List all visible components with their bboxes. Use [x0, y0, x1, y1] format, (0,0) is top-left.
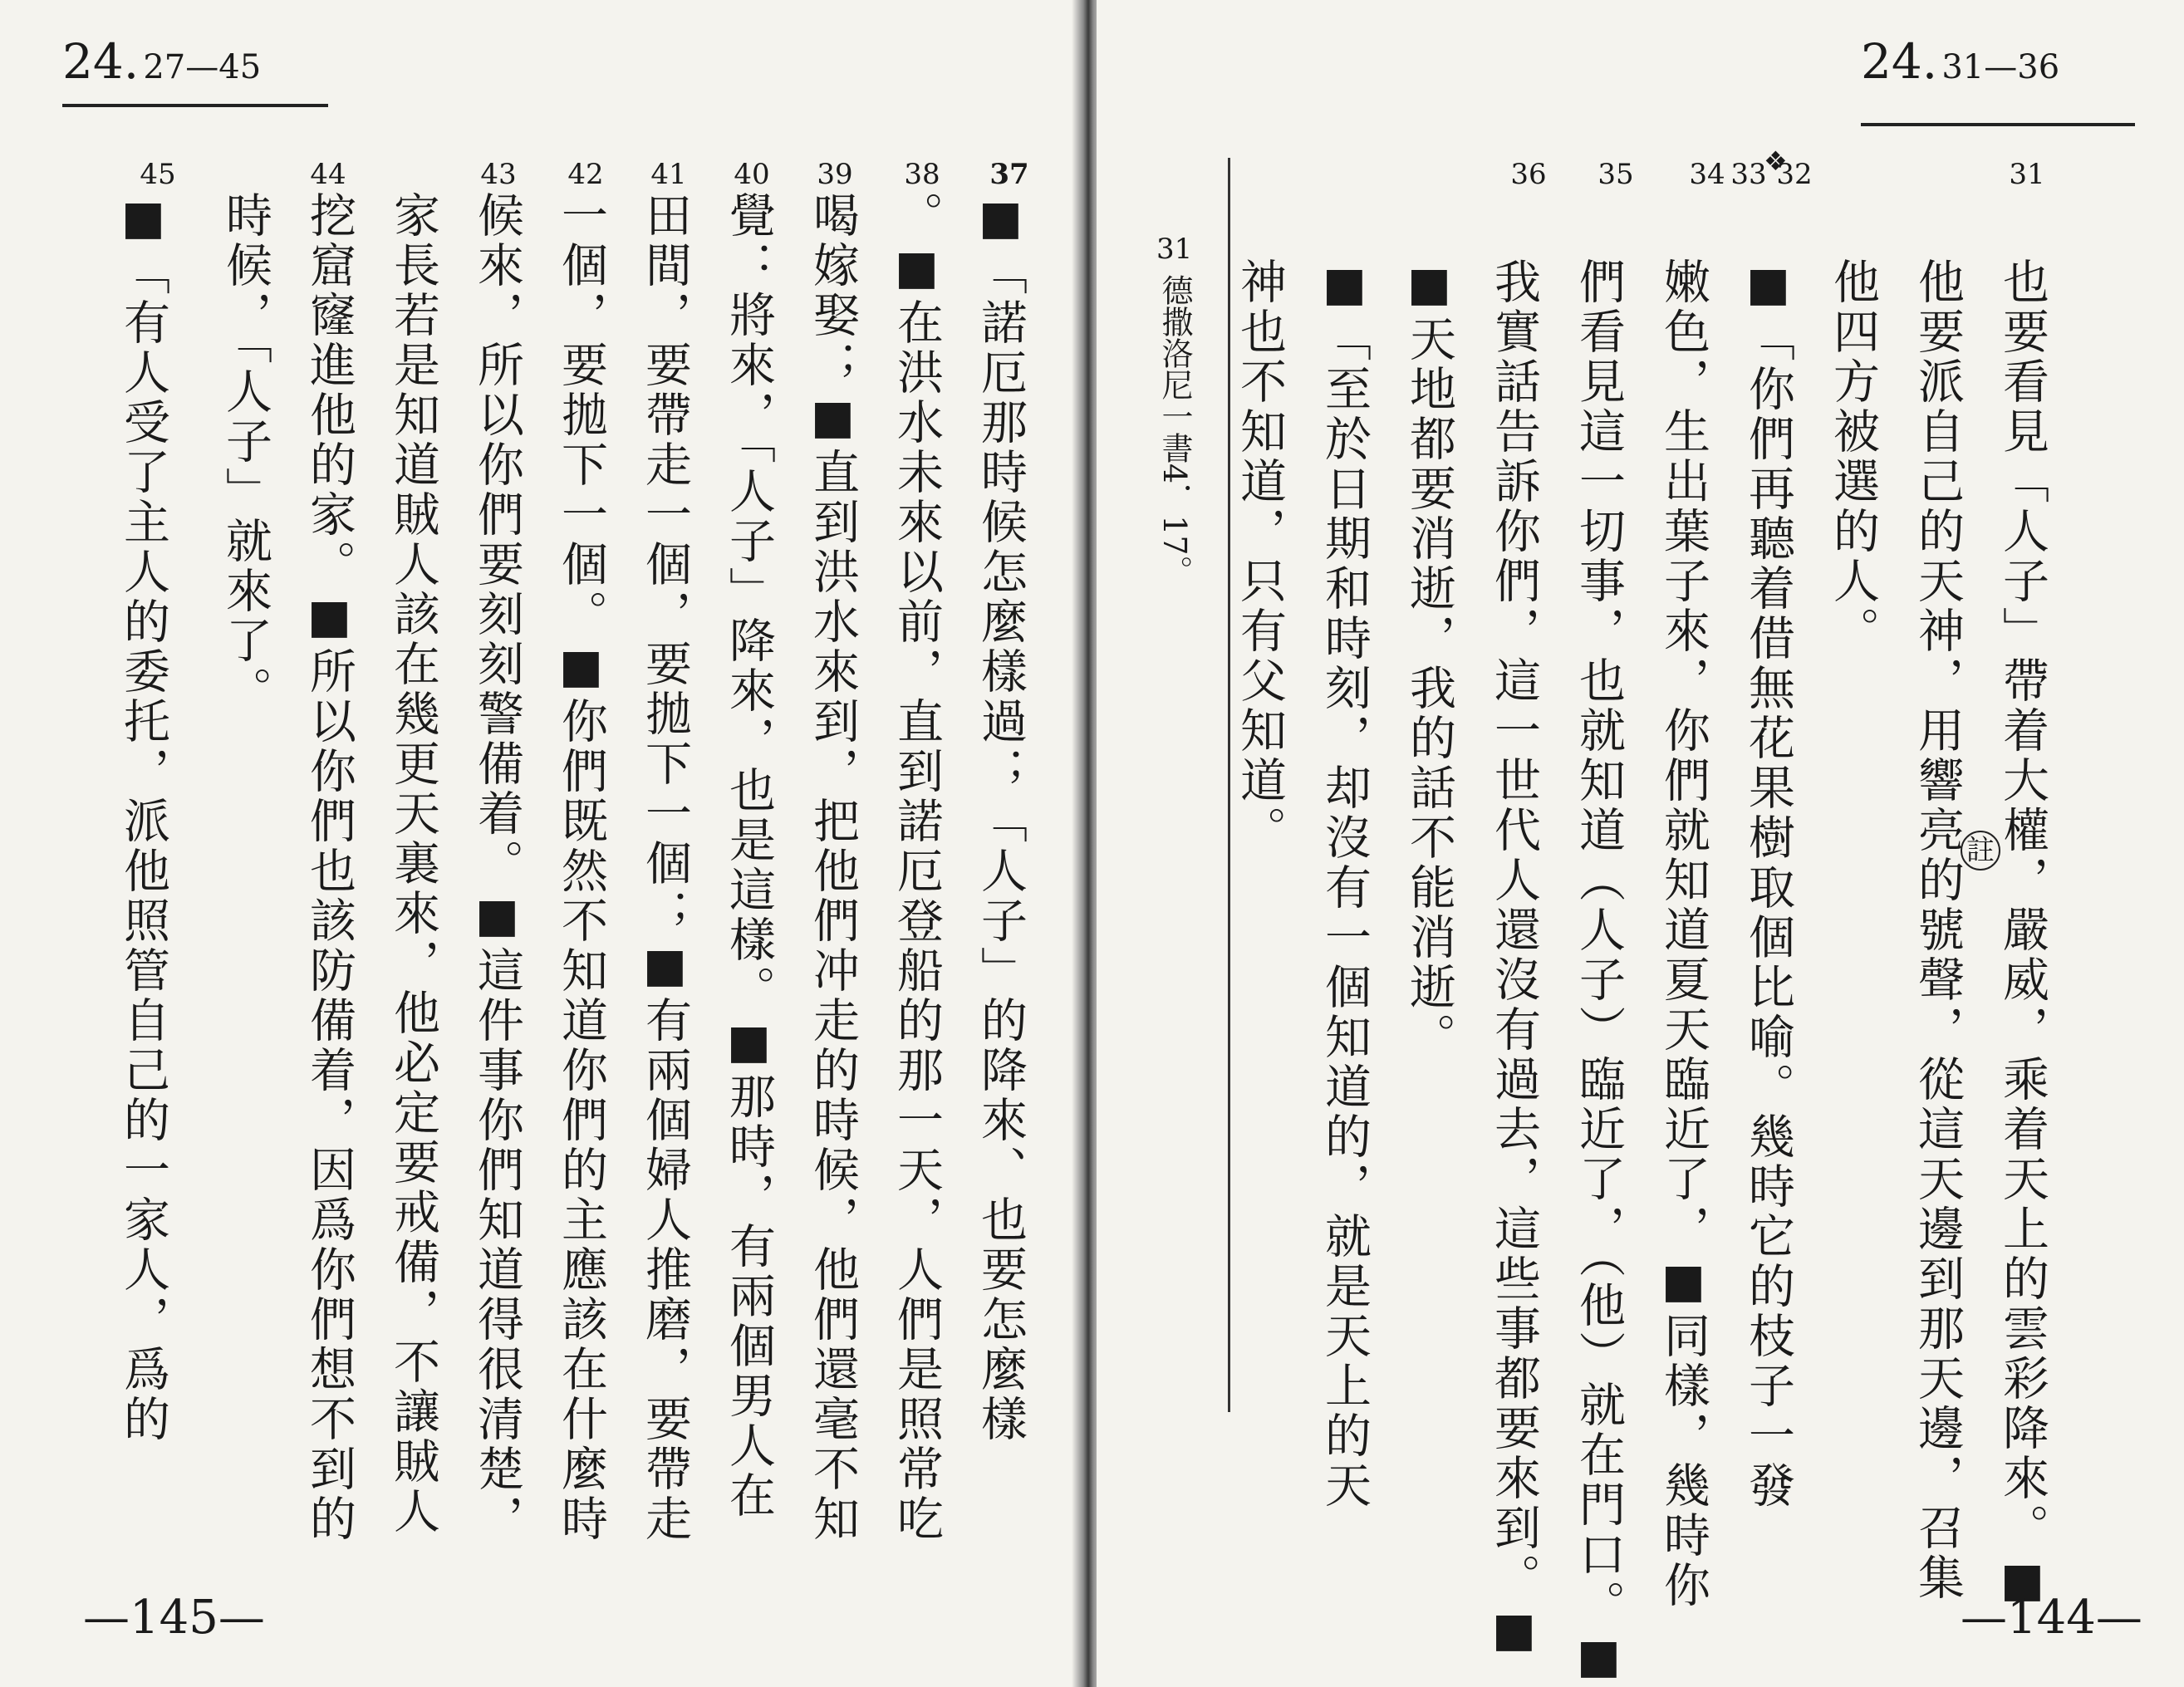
footnote-number: 31 [1156, 233, 1193, 266]
verse-number: 37 [989, 158, 1029, 191]
footnote-rule [1228, 158, 1230, 1412]
decorative-marker-icon: ❖ [1764, 145, 1788, 177]
text-column: 挖窟窿進他的家。■所以你們也該防備着，因爲你們想不到的 [302, 191, 356, 1544]
page-number: —144— [1961, 1591, 2142, 1645]
verse-number: 41 [650, 158, 687, 191]
text-column: ■「有人受了主人的委托，派他照管自己的一家人，爲的 [116, 191, 170, 1444]
chapter-number: 24. [62, 33, 140, 90]
verse-number: 32 [1776, 158, 1813, 191]
verse-range: 27—45 [143, 48, 262, 86]
verse-number: 42 [567, 158, 604, 191]
text-column: 我實話告訴你們，這一世代人還沒有過去，這些事都要來到。■ [1487, 257, 1541, 1660]
text-column: 也要看見「人子」帶着大權，嚴威，乘着天上的雲彩降來。■ [1995, 257, 2049, 1611]
header-rule [1861, 123, 2135, 126]
text-column: 嫩色，生出葉子來，你們就知道夏天臨近了，■同樣，幾時你 [1656, 257, 1710, 1611]
text-column: 覺：將來，「人子」降來，也是這樣。■那時，有兩個男人在 [722, 191, 776, 1521]
text-column: 時候，「人子」就來了。 [218, 191, 272, 716]
page-header-left [62, 33, 328, 107]
text-column: ■「諾厄那時候怎麼樣過；「人子」的降來、也要怎麼樣 [974, 191, 1028, 1444]
verse-number: 36 [1510, 158, 1547, 191]
page-144 [1097, 0, 2184, 1687]
verse-number: 44 [310, 158, 346, 191]
text-column: 們看見這一切事，也就知道（人子）臨近了，（他）就在門口。■ [1572, 257, 1626, 1687]
verse-number: 33 [1730, 158, 1767, 191]
text-column: 一個，要拋下一個。■你們既然不知道你們的主應該在什麼時 [554, 191, 608, 1544]
text-column: 。■在洪水未來以前，直到諾厄登船的那一天，人們是照常吃 [890, 191, 944, 1544]
text-column: 神也不知道，只有父知道。 [1233, 257, 1287, 856]
verse-number: 40 [734, 158, 770, 191]
page-header-right [1861, 33, 2135, 104]
text-column: 田間，要帶走一個，要拋下一個；■有兩個婦人推磨，要帶走 [638, 191, 692, 1544]
verse-number: 34 [1689, 158, 1725, 191]
verse-number: 38 [904, 158, 940, 191]
page-number: —145— [83, 1591, 265, 1645]
text-column: ■天地都要消逝，我的話不能消逝。 [1402, 257, 1456, 1062]
verse-number: 45 [140, 158, 176, 191]
text-column: 他要派自己的天神，用響亮的號聲，從這天邊到那天邊，召集 [1911, 257, 1965, 1603]
verse-range: 31—36 [1941, 48, 2060, 86]
page-145 [0, 0, 1080, 1687]
verse-number: 35 [1598, 158, 1634, 191]
chapter-number: 24. [1861, 33, 1938, 90]
verse-number: 43 [480, 158, 517, 191]
text-column: 他四方被選的人。 [1826, 257, 1880, 656]
text-column: 家長若是知道賊人該在幾更天裏來，他必定要戒備，不讓賊人 [386, 191, 440, 1537]
text-column: ■「至於日期和時刻，却沒有一個知道的，就是天上的天 [1318, 257, 1372, 1511]
footnote-marker: 註 [1961, 831, 2000, 870]
text-column: 喝嫁娶；■直到洪水來到，把他們冲走的時候，他們還毫不知 [806, 191, 860, 1544]
footnote-text: 德撒洛尼一書4．17。 [1156, 274, 1193, 587]
text-column: 候來，所以你們要刻刻警備着。■這件事你們知道得很清楚， [470, 191, 524, 1544]
verse-number: 31 [2009, 158, 2045, 191]
text-column: ■「你們再聽着借無花果樹取個比喻。幾時它的枝子一發 [1741, 257, 1795, 1511]
verse-number: 39 [817, 158, 853, 191]
